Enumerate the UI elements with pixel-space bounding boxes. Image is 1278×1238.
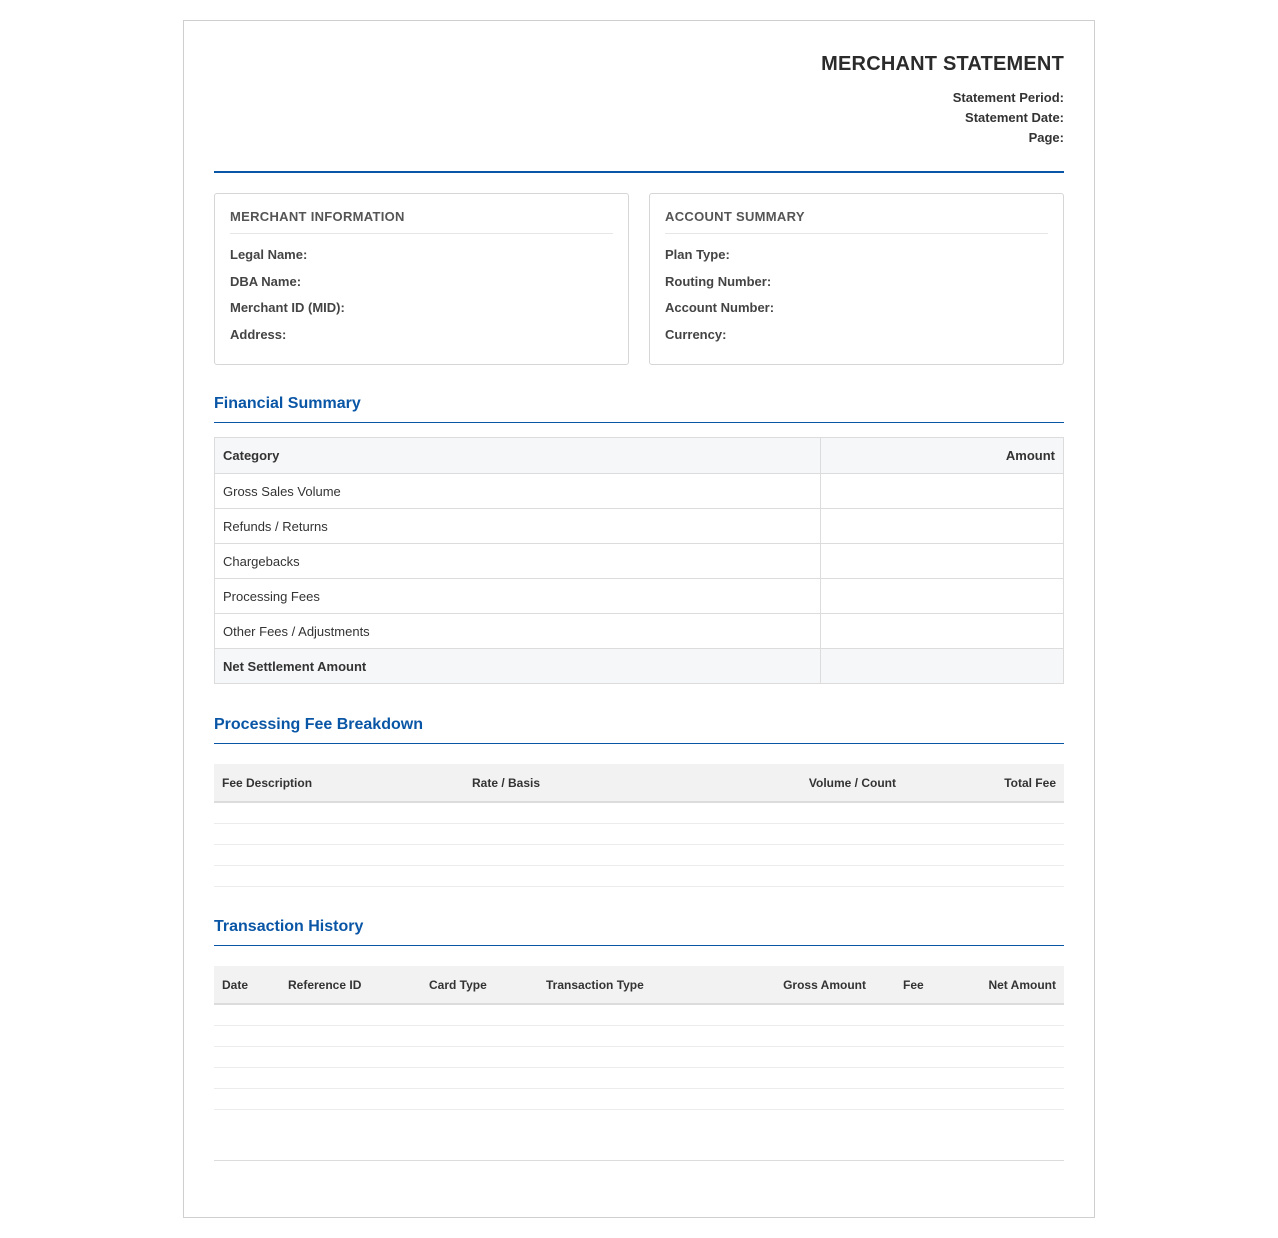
table-header-row: [214, 966, 1064, 1004]
table-row: [214, 844, 1064, 865]
merchant-information-title: MERCHANT INFORMATION: [230, 209, 613, 234]
plan-type-label: Plan Type:: [665, 247, 730, 262]
statement-meta: [953, 90, 1064, 150]
table-row: [214, 823, 1064, 844]
category-cell: Chargebacks: [215, 544, 821, 579]
table-row: [215, 579, 1064, 614]
dba-name-label: DBA Name:: [230, 273, 302, 289]
info-cards: [214, 193, 1064, 365]
column-header-reference-id: Reference ID: [280, 966, 421, 1004]
page-number-label: Page:: [1028, 130, 1064, 145]
column-header-fee: Fee: [874, 966, 944, 1004]
column-header-card-type: Card Type: [421, 966, 538, 1004]
account-number-label: Account Number:: [665, 300, 775, 315]
table-row: [215, 509, 1064, 544]
merchant-information-card: [214, 193, 629, 365]
legal-name-label: Legal Name:: [230, 247, 308, 262]
statement-header: [214, 21, 1064, 173]
routing-number-label: Routing Number:: [665, 273, 772, 289]
address-label: Address:: [230, 326, 287, 342]
transaction-history-title: Transaction History: [214, 918, 1064, 946]
column-header-date: Date: [214, 966, 280, 1004]
column-header-transaction-type: Transaction Type: [538, 966, 743, 1004]
column-header-net-amount: Net Amount: [944, 966, 1064, 1004]
net-settlement-amount: [821, 649, 1064, 684]
currency-label: Currency:: [665, 326, 727, 342]
column-header-volume-count: Volume / Count: [744, 764, 904, 802]
table-row: [214, 865, 1064, 886]
statement-page: [183, 20, 1095, 1218]
table-row: [214, 1046, 1064, 1067]
table-row: [214, 1109, 1064, 1160]
table-row: [214, 802, 1064, 823]
column-header-category: Category: [215, 438, 821, 474]
table-header-row: [215, 438, 1064, 474]
table-row: [215, 544, 1064, 579]
table-row: [215, 614, 1064, 649]
page-title: MERCHANT STATEMENT: [821, 53, 1064, 75]
category-cell: Other Fees / Adjustments: [215, 614, 821, 649]
financial-summary-title: Financial Summary: [214, 395, 1064, 423]
table-row: [214, 1088, 1064, 1109]
table-row: [214, 1067, 1064, 1088]
statement-period-label: Statement Period:: [952, 90, 1064, 105]
fee-breakdown-table: [214, 764, 1064, 887]
amount-cell: [821, 614, 1064, 649]
table-header-row: [214, 764, 1064, 802]
amount-cell: [821, 544, 1064, 579]
statement-date-label: Statement Date:: [965, 110, 1064, 125]
account-summary-card: [649, 193, 1064, 365]
fee-breakdown-title: Processing Fee Breakdown: [214, 716, 1064, 744]
net-settlement-label: Net Settlement Amount: [215, 649, 821, 684]
financial-summary-table: [214, 437, 1064, 684]
category-cell: Gross Sales Volume: [215, 474, 821, 509]
category-cell: Processing Fees: [215, 579, 821, 614]
amount-cell: [821, 474, 1064, 509]
column-header-gross-amount: Gross Amount: [743, 966, 874, 1004]
table-row: [215, 474, 1064, 509]
column-header-total-fee: Total Fee: [904, 764, 1064, 802]
amount-cell: [821, 579, 1064, 614]
category-cell: Refunds / Returns: [215, 509, 821, 544]
transaction-history-table: [214, 966, 1064, 1161]
net-settlement-row: [215, 649, 1064, 684]
account-summary-title: ACCOUNT SUMMARY: [665, 209, 1048, 234]
table-row: [214, 1004, 1064, 1025]
column-header-fee-description: Fee Description: [214, 764, 464, 802]
column-header-rate-basis: Rate / Basis: [464, 764, 744, 802]
column-header-amount: Amount: [821, 438, 1064, 474]
merchant-id-label: Merchant ID (MID):: [230, 300, 345, 315]
table-row: [214, 1025, 1064, 1046]
amount-cell: [821, 509, 1064, 544]
